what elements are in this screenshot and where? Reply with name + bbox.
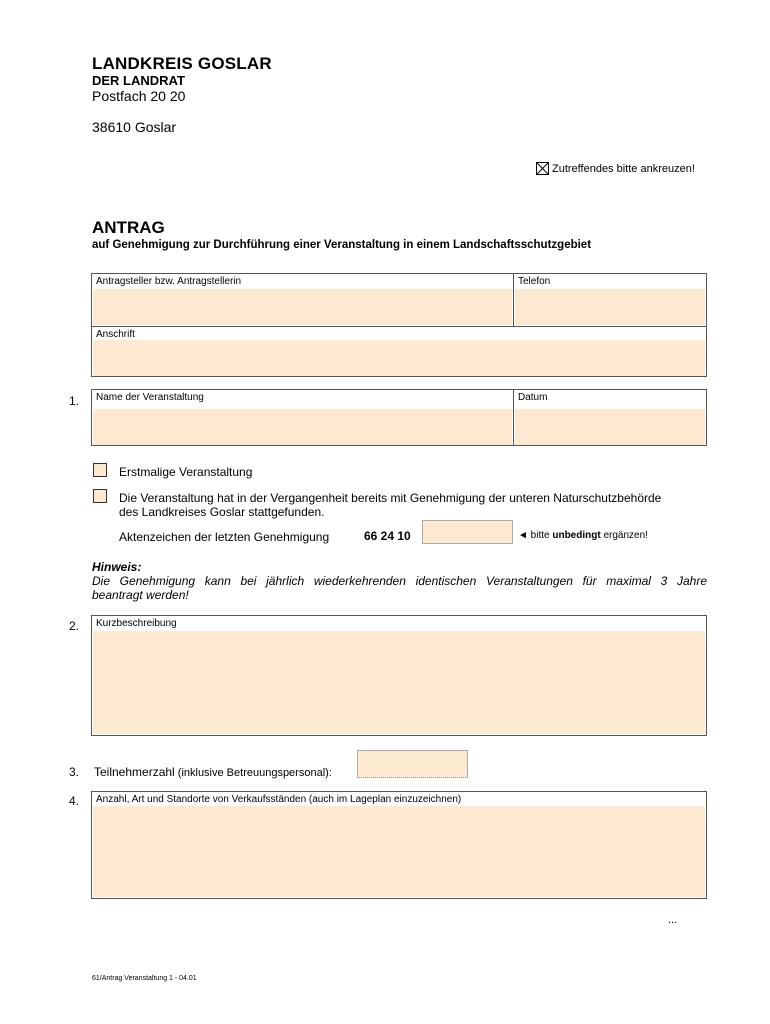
stands-label: Anzahl, Art und Standorte von Verkaufsständen (auch im Lageplan einzuzeichnen) <box>96 794 462 805</box>
form-title: ANTRAG <box>92 218 165 237</box>
section-4-number: 4. <box>69 794 80 808</box>
applicant-block <box>91 273 707 377</box>
address-label: Anschrift <box>96 329 135 340</box>
file-ref-hint <box>518 530 648 541</box>
date-label: Datum <box>518 392 548 403</box>
applicant-name-label: Antragsteller bzw. Antragstellerin <box>96 276 242 287</box>
po-box: Postfach 20 20 <box>92 88 186 104</box>
section-2-number: 2. <box>69 619 80 633</box>
file-ref-input[interactable] <box>422 520 513 544</box>
file-ref-hint-pre: ◄ bitte <box>518 530 553 541</box>
file-ref-label: Aktenzeichen der letzten Genehmigung <box>119 530 330 544</box>
office-name: DER LANDRAT <box>92 73 185 88</box>
participants-label <box>94 765 332 779</box>
checkbox-hint <box>536 162 695 175</box>
note-line2: beantragt werden! <box>92 588 189 602</box>
file-ref-prefix: 66 24 10 <box>364 529 411 543</box>
file-ref-hint-post: ergänzen! <box>600 530 648 541</box>
phone-input[interactable] <box>515 289 705 325</box>
stands-block <box>91 791 707 899</box>
checked-box-icon <box>536 162 549 175</box>
authority-name: LANDKREIS GOSLAR <box>92 54 272 73</box>
event-name-input[interactable] <box>93 409 512 445</box>
checkbox-hint-text: Zutreffendes bitte ankreuzen! <box>552 162 695 175</box>
event-divider-v <box>513 390 514 445</box>
date-input[interactable] <box>515 409 705 445</box>
description-block <box>91 615 707 736</box>
city: 38610 Goslar <box>92 119 177 135</box>
previous-event-checkbox[interactable] <box>93 489 107 503</box>
event-block <box>91 389 707 446</box>
first-event-label: Erstmalige Veranstaltung <box>119 465 253 479</box>
participants-label-main: Teilnehmerzahl <box>94 765 175 779</box>
participants-input[interactable] <box>357 750 468 778</box>
address-input[interactable] <box>93 340 705 376</box>
stands-input[interactable] <box>93 806 705 897</box>
note-line1: Die Genehmigung kann bei jährlich wiederkehrenden identischen Veranstaltungen für maximal 3 Jahre <box>92 574 707 588</box>
description-label: Kurzbeschreibung <box>96 618 177 629</box>
form-footer: 61/Antrag Veranstaltung 1 - 04.01 <box>92 975 197 982</box>
first-event-checkbox[interactable] <box>93 463 107 477</box>
previous-event-label-line1: Die Veranstaltung hat in der Vergangenheit bereits mit Genehmigung der unteren Naturschutzbehörde <box>119 491 662 505</box>
applicant-name-input[interactable] <box>93 289 512 325</box>
previous-event-label-line2: des Landkreises Goslar stattgefunden. <box>119 505 325 519</box>
phone-label: Telefon <box>518 276 551 287</box>
continuation-dots: ... <box>668 914 678 926</box>
form-subtitle: auf Genehmigung zur Durchführung einer Veranstaltung in einem Landschaftsschutzgebiet <box>92 239 592 251</box>
note-title: Hinweis: <box>92 560 142 574</box>
applicant-divider-h <box>92 326 706 327</box>
description-input[interactable] <box>93 631 705 734</box>
applicant-divider-v <box>513 274 514 326</box>
event-name-label: Name der Veranstaltung <box>96 392 204 403</box>
participants-label-suffix: (inklusive Betreuungspersonal): <box>174 767 332 779</box>
section-3-number: 3. <box>69 765 80 779</box>
section-1-number: 1. <box>69 394 80 408</box>
file-ref-hint-bold: unbedingt <box>552 530 601 541</box>
